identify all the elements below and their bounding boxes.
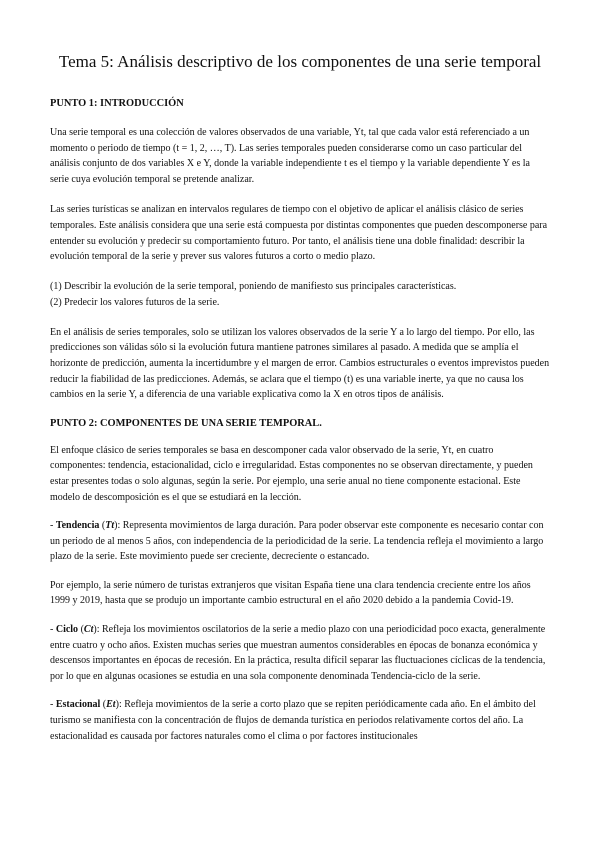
tendencia-example: Por ejemplo, la serie número de turistas extranjeros que visitan España tiene una clara tendencia creciente entre los años 1999 y 2019, hasta que se produjo un importante cambio estructural en el año 2020 debido a la pandemia Covid-19. [50,579,531,607]
section-1-paragraph-3: En el análisis de series temporales, solo se utilizan los valores observados de la serie Y a lo largo del tiempo. Por ello, las predicciones son válidas sólo si la evolución futura mantiene patrones similares al pasado. A medida que se amplía el horizonte de predicción, aumenta la incertidumbre y el margen de error. Cambios estructurales o eventos imprevistos pueden reducir la fiabilidad de las predicciones. Además, se aclara que el tiempo (t) es una variable inerte, ya que no causa los cambios en la serie Y, a diferencia de una variable explicativa como la X en otros tipos de análisis. [50,326,550,401]
component-name: Ciclo [55,624,79,636]
section-1-paragraph-1: Una serie temporal es una colección de valores observados de una variable, Yt, tal que cada valor está referenciado a un momento o periodo de tiempo (t = 1, 2, …, T). Las series temporales pueden considerarse como un caso particular del análisis conjunto de dos variables X e Y, donde la variable independiente t es el tiempo y la variable dependiente Y es la serie cuya evolución temporal se pretende analizar. [50,127,530,185]
section-1-paragraph-2: Las series turísticas se analizan en intervalos regulares de tiempo con el objetivo de aplicar el análisis clásico de series temporales. Este análisis considera que una serie está compuesta por distintas componentes que pueden descomponerse para entender su evolución y predecir su comportamiento futuro. Por tanto, el análisis tiene una doble finalidad: describir la evolución temporal de la serie y prever sus valores futuros a corto o medio plazo. [50,204,548,263]
section-1-heading: PUNTO 1: INTRODUCCIÓN [50,98,184,109]
list-item-2: (2) Predecir los valores futuros de la serie. [50,296,220,308]
component-symbol: Ct [83,624,94,636]
component-name: Estacional [55,699,101,711]
section-2-heading: PUNTO 2: COMPONENTES DE UNA SERIE TEMPORAL. [50,417,322,429]
component-tendencia: - Tendencia (Tt): Representa movimientos de larga duración. Para poder observar este componente es necesario contar con un periodo de al menos 5 años, con independencia de la periodicidad de la serie. La tendencia refleja el movimiento a largo plazo de la serie. Este movimiento puede ser creciente, decreciente o estancado. [50,520,544,563]
component-symbol: Et [106,699,116,711]
component-symbol: Tt [105,520,115,532]
section-2-intro: El enfoque clásico de series temporales se basa en descomponer cada valor observado de la serie, Yt, en cuatro componentes: tendencia, estacionalidad, ciclo e irregularidad. Estas componentes no se observan directamente, y pueden estar presentes todas o solo algunas, según la serie. Por ejemplo, una serie anual no tiene componente estacional. Este modelo de descomposición es el que se estudiará en la lección. [50,444,533,503]
document-page [50,50,550,744]
component-ciclo: - Ciclo (Ct): Refleja los movimientos oscilatorios de la serie a medio plazo con una periodicidad poco exacta, generalmente entre cuatro y ocho años. Existen muchas series que muestran aumentos considerables en épocas de bonanza económica y descensos importantes en épocas de recesión. En la práctica, resulta difícil separar las fluctuaciones cíclicas de la tendencia, por lo que en algunas ocasiones se estudia en una sola componente denominada Tendencia-ciclo de la serie. [50,624,546,682]
component-name: Tendencia [55,520,100,532]
component-estacional: - Estacional (Et): Refleja movimientos de la serie a corto plazo que se repiten periódicamente cada año. En el ámbito del turismo se manifiesta con la concentración de flujos de demanda turística en periodos relativamente cortos del año. La estacionalidad es causada por factores naturales como el clima o por factores institucionales [50,699,536,742]
list-item-1: (1) Describir la evolución de la serie temporal, poniendo de manifiesto sus principales características. [50,280,457,292]
document-title: Tema 5: Análisis descriptivo de los componentes de una serie temporal [58,52,542,71]
